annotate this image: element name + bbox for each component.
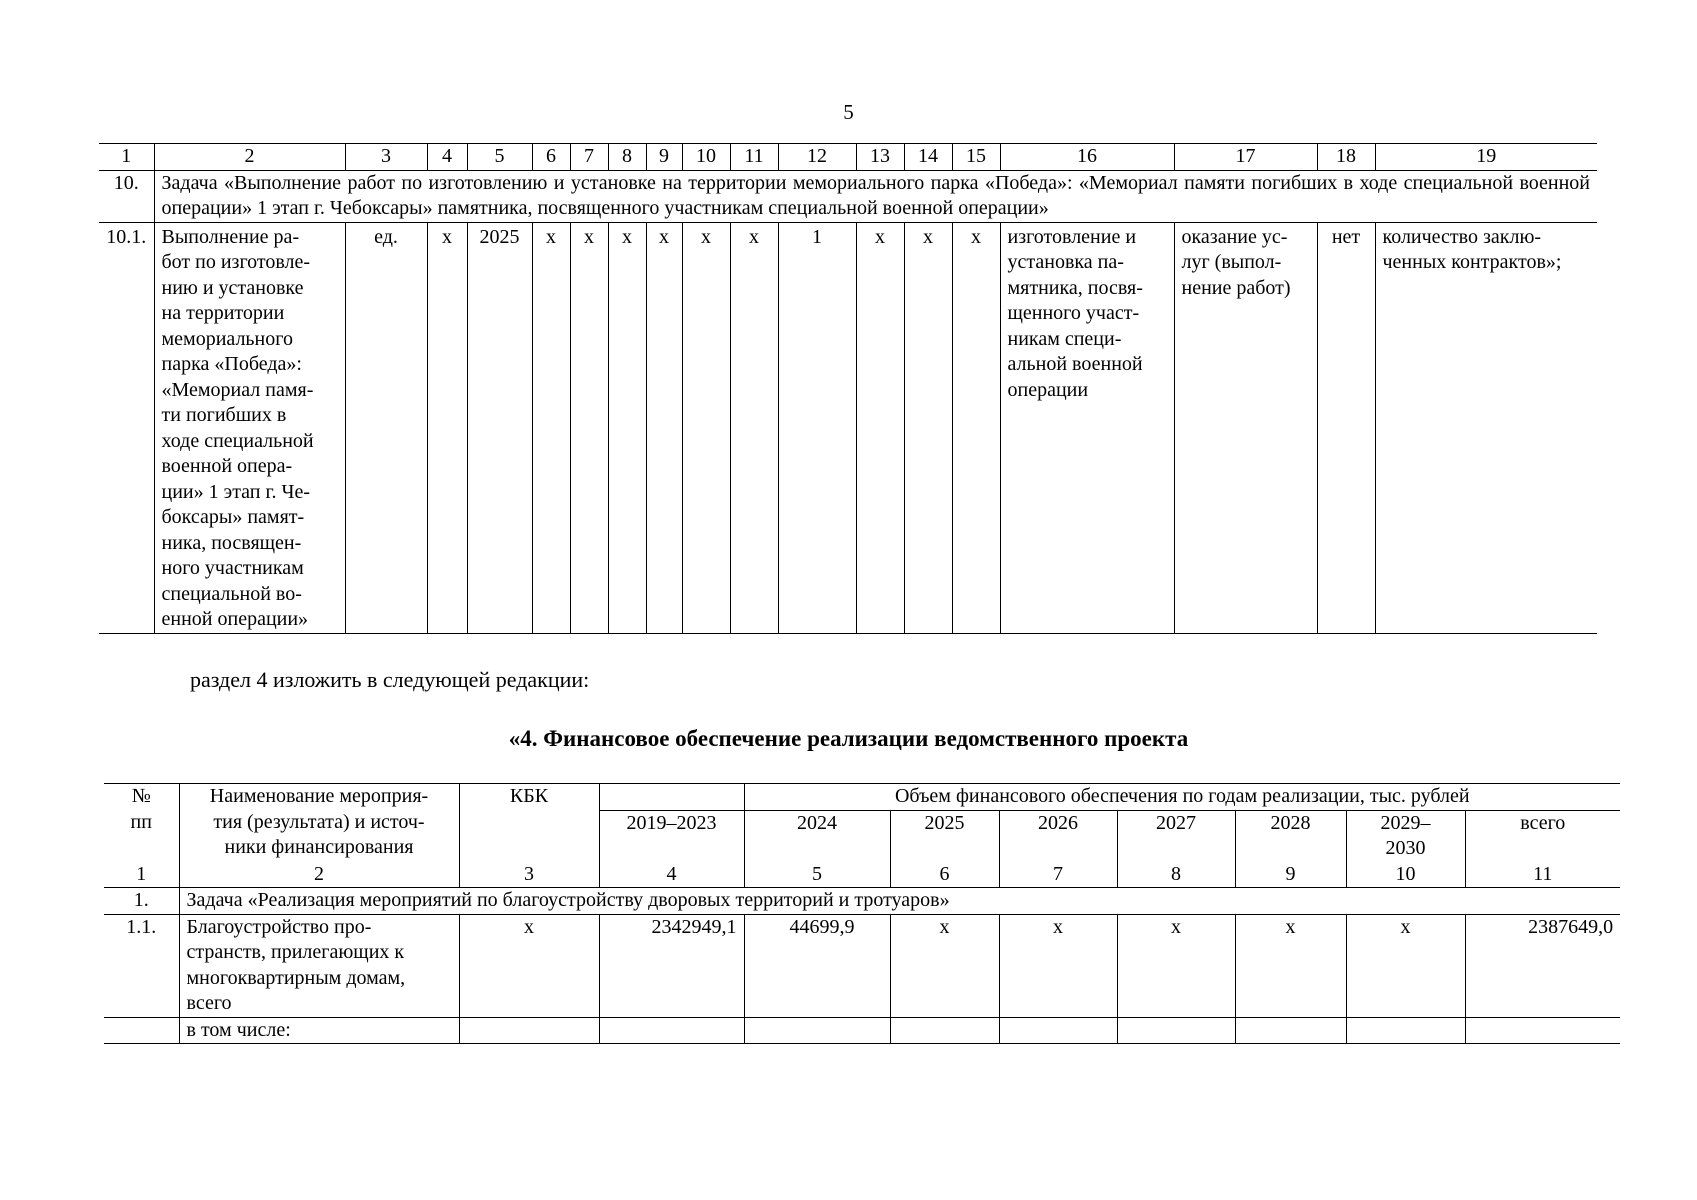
year-header: 2029– 2030 — [1346, 810, 1465, 862]
column-number: 16 — [1000, 144, 1174, 171]
item-name: Благоустройство про- странств, прилегающих к многоквартирным домам, всего — [179, 914, 459, 1017]
column-number: 9 — [646, 144, 682, 171]
including-label: в том числе: — [179, 1017, 459, 1044]
table-cell — [599, 1017, 744, 1044]
table-cell: х — [682, 222, 730, 633]
project-results-table — [99, 143, 1597, 634]
total-cell: 2387649,0 — [1465, 914, 1620, 1017]
header-volume: Объем финансового обеспечения по годам реализации, тыс. рублей — [744, 784, 1620, 811]
result-name: Выполнение ра- бот по изготовле- нию и установке на территории мемориального парка «Победа»: «Мемориал памя- ти погибших в ходе специальной военной опера- ции» 1 этап г. Че- боксары» памят- ника, посвящен- ного участникам специальной во- енной операции» — [154, 222, 345, 633]
column-number: 7 — [570, 144, 608, 171]
year-header: 2024 — [744, 810, 890, 862]
table-row — [99, 222, 1597, 633]
year-header: 2019–2023 — [599, 810, 744, 862]
table-cell: х — [730, 222, 778, 633]
table-cell: х — [952, 222, 1000, 633]
value-cell: х — [1117, 914, 1235, 1017]
year-header: 2026 — [999, 810, 1117, 862]
row-number: 1.1. — [104, 914, 179, 1017]
table-cell: х — [856, 222, 904, 633]
table-cell — [104, 1017, 179, 1044]
header-number: № пп — [104, 784, 179, 862]
column-number: 11 — [1465, 862, 1620, 888]
header-kbk: КБК — [459, 784, 599, 862]
column-number: 4 — [599, 862, 744, 888]
table-cell — [890, 1017, 999, 1044]
column-number: 10 — [1346, 862, 1465, 888]
column-number: 15 — [952, 144, 1000, 171]
year-header: 2025 — [890, 810, 999, 862]
table-row — [104, 914, 1620, 1017]
table-cell — [999, 1017, 1117, 1044]
column-number: 13 — [856, 144, 904, 171]
column-number: 8 — [608, 144, 646, 171]
column-number: 2 — [154, 144, 345, 171]
column-number: 5 — [744, 862, 890, 888]
task-row — [99, 170, 1597, 222]
paragraph: раздел 4 изложить в следующей редакции: — [190, 667, 590, 692]
type-cell: оказание ус- луг (выпол- нение работ) — [1174, 222, 1317, 633]
table-cell: нет — [1317, 222, 1375, 633]
indicator-cell: количество заклю- ченных контрактов»; — [1375, 222, 1597, 633]
table-cell: х — [427, 222, 467, 633]
column-number: 14 — [904, 144, 952, 171]
column-number: 18 — [1317, 144, 1375, 171]
column-number: 4 — [427, 144, 467, 171]
table-cell — [744, 1017, 890, 1044]
column-number: 11 — [730, 144, 778, 171]
column-number: 3 — [345, 144, 427, 171]
table-cell — [459, 1017, 599, 1044]
financing-table — [104, 783, 1620, 1044]
table-cell — [599, 784, 744, 811]
table-cell: х — [532, 222, 570, 633]
table-cell — [1235, 1017, 1346, 1044]
table-cell — [1465, 1017, 1620, 1044]
table-header-row — [104, 784, 1620, 811]
column-number: 2 — [179, 862, 459, 888]
value-cell: х — [890, 914, 999, 1017]
column-number: 1 — [99, 144, 154, 171]
year-cell: 2025 — [467, 222, 532, 633]
column-number: 6 — [532, 144, 570, 171]
column-number: 19 — [1375, 144, 1597, 171]
table-cell — [1346, 1017, 1465, 1044]
row-number: 10.1. — [99, 222, 154, 633]
column-number: 7 — [999, 862, 1117, 888]
column-numbers-row — [104, 862, 1620, 888]
year-header: 2028 — [1235, 810, 1346, 862]
task-number: 1. — [104, 888, 179, 915]
table-cell: х — [646, 222, 682, 633]
column-number: 3 — [459, 862, 599, 888]
kbk-cell: х — [459, 914, 599, 1017]
table-header-row — [99, 144, 1597, 171]
column-number: 1 — [104, 862, 179, 888]
value-cell: 44699,9 — [744, 914, 890, 1017]
table-cell — [1117, 1017, 1235, 1044]
header-name: Наименование мероприя- тия (результата) и источ- ники финансирования — [179, 784, 459, 862]
task-row — [104, 888, 1620, 915]
value-cell: 2342949,1 — [599, 914, 744, 1017]
description-cell: изготовление и установка па- мятника, посвя- щенного участ- никам специ- альной военной операции — [1000, 222, 1174, 633]
column-number: 6 — [890, 862, 999, 888]
value-cell: х — [999, 914, 1117, 1017]
year-header: 2027 — [1117, 810, 1235, 862]
column-number: 17 — [1174, 144, 1317, 171]
value-cell: 1 — [778, 222, 856, 633]
unit-cell: ед. — [345, 222, 427, 633]
column-number: 9 — [1235, 862, 1346, 888]
task-description: Задача «Выполнение работ по изготовлению и установке на территории мемориального парка «Победа»: «Мемориал памяти погибших в ходе специальной военной операции» 1 этап г. Чебоксары» памятника, посвященного участникам специальной военной операции» — [154, 170, 1597, 222]
value-cell: х — [1346, 914, 1465, 1017]
column-number: 10 — [682, 144, 730, 171]
value-cell: х — [1235, 914, 1346, 1017]
task-number: 10. — [99, 170, 154, 222]
table-cell: х — [570, 222, 608, 633]
table-cell: х — [608, 222, 646, 633]
column-number: 8 — [1117, 862, 1235, 888]
total-header: всего — [1465, 810, 1620, 862]
task-description: Задача «Реализация мероприятий по благоустройству дворовых территорий и тротуаров» — [179, 888, 1620, 915]
section-title: «4. Финансовое обеспечение реализации ведомственного проекта — [508, 726, 1189, 751]
column-number: 12 — [778, 144, 856, 171]
table-cell: х — [904, 222, 952, 633]
page-number: 5 — [843, 100, 854, 124]
column-number: 5 — [467, 144, 532, 171]
table-row — [104, 1017, 1620, 1044]
